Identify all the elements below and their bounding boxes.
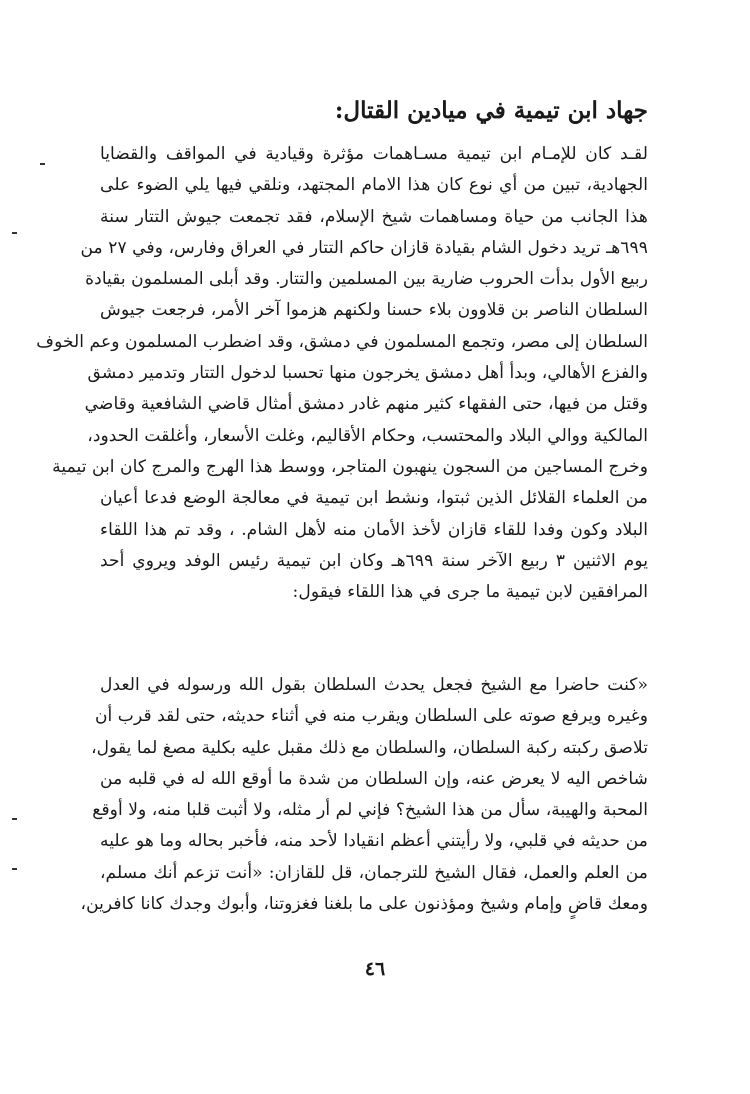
text-line: من العلماء القلائل الذين ثبتوا، ونشط ابن تيمية في معالجة الوضع فدعا أعيان — [100, 488, 648, 509]
text-line: البلاد وكون وفدا للقاء قازان لأخذ الأمان منه لأهل الشام. ، وقد تم هذا اللقاء — [100, 519, 648, 540]
scan-speck — [40, 163, 45, 165]
text-line: المالكية ووالي البلاد والمحتسب، وحكام الأقاليم، وغلت الأسعار، وأغلقت الحدود، — [87, 425, 648, 446]
page-number: ٤٦ — [364, 958, 386, 980]
text-line: لقـد كان للإمـام ابن تيمية مسـاهمات مؤثرة وقيادية في المواقف والقضايا — [100, 144, 648, 164]
text-line: السلطان الناصر بن قلاوون بلاء حسنا ولكنهم هزموا آخر الأمر، فرجعت جيوش — [100, 300, 648, 321]
text-line: تلاصق ركبته ركبة السلطان، والسلطان مع ذلك مقبل عليه بكلية مصغ لما يقول، — [91, 737, 648, 758]
text-line: السلطان إلى مصر، وتجمع المسلمون في دمشق، وقد اضطرب المسلمون وعم الخوف — [36, 331, 648, 352]
text-line: المرافقين لابن تيمية ما جرى في هذا اللقاء فيقول: — [292, 582, 648, 603]
text-line: من العلم والعمل، فقال الشيخ للترجمان، قل للقازان: «أنت تزعم أنك مسلم، — [100, 862, 648, 883]
text-line: هذا الجانب من حياة ومساهمات شيخ الإسلام، فقد تجمعت جيوش التتار سنة — [100, 206, 648, 227]
text-line: شاخص اليه لا يعرض عنه، وإن السلطان من شدة ما أوقع الله له في قلبه من — [100, 768, 648, 789]
text-line: يوم الاثنين ٣ ربيع الآخر سنة ٦٩٩هـ وكان ابن تيمية رئيس الوفد ويروي أحد — [100, 550, 648, 571]
scan-speck — [12, 868, 17, 870]
text-line: المحبة والهيبة، سأل من هذا الشيخ؟ فإني لم أر مثله، ولا أثبت قلبا منه، ولا أوقع — [92, 800, 648, 821]
text-line: وقتل من فيها، حتى الفقهاء كثير منهم غادر دمشق أمثال قاضي الشافعية وقاضي — [84, 394, 648, 415]
text-line: والفزع الأهالي، وبدأ أهل دمشق يخرجون منها تحسبا لدخول التتار وتدمير دمشق — [87, 363, 648, 384]
paragraph-2-quote — [80, 670, 648, 920]
text-line: وخرج المساجين من السجون ينهبون المتاجر، ووسط هذا الهرج والمرج كان ابن تيمية — [52, 456, 648, 477]
text-line: ربيع الأول بدأت الحروب ضارية بين المسلمين والتتار. وقد أبلى المسلمون بقيادة — [85, 269, 648, 290]
text-line: الجهادية، تبين من أي نوع كان هذا الامام المجتهد، ونلقي فيها يلي الضوء على — [100, 175, 648, 196]
text-line: ومعك قاضٍ وإمام وشيخ ومؤذنون على ما بلغنا فغزوتنا، وأبوك وجدك كانا كافرين، — [80, 894, 648, 915]
paragraph-1 — [36, 139, 648, 608]
text-line: «كنت حاضرا مع الشيخ فجعل يحدث السلطان بقول الله ورسوله في العدل — [100, 675, 648, 695]
scan-speck — [12, 232, 17, 234]
text-line: ٦٩٩هـ تريد دخول الشام بقيادة قازان حاكم التتار في العراق وفارس، وفي ٢٧ من — [80, 237, 648, 258]
text-line: وغيره ويرفع صوته على السلطان ويقرب منه في أثناء حديثه، حتى لقد قرب أن — [94, 706, 648, 727]
scan-speck — [12, 818, 17, 820]
section-heading: جهاد ابن تيمية في ميادين القتال: — [334, 97, 648, 124]
text-line: من حديثه في قلبي، ولا رأيتني أعظم انقيادا لأحد منه، فأخبر بحاله وما هو عليه — [100, 831, 648, 852]
